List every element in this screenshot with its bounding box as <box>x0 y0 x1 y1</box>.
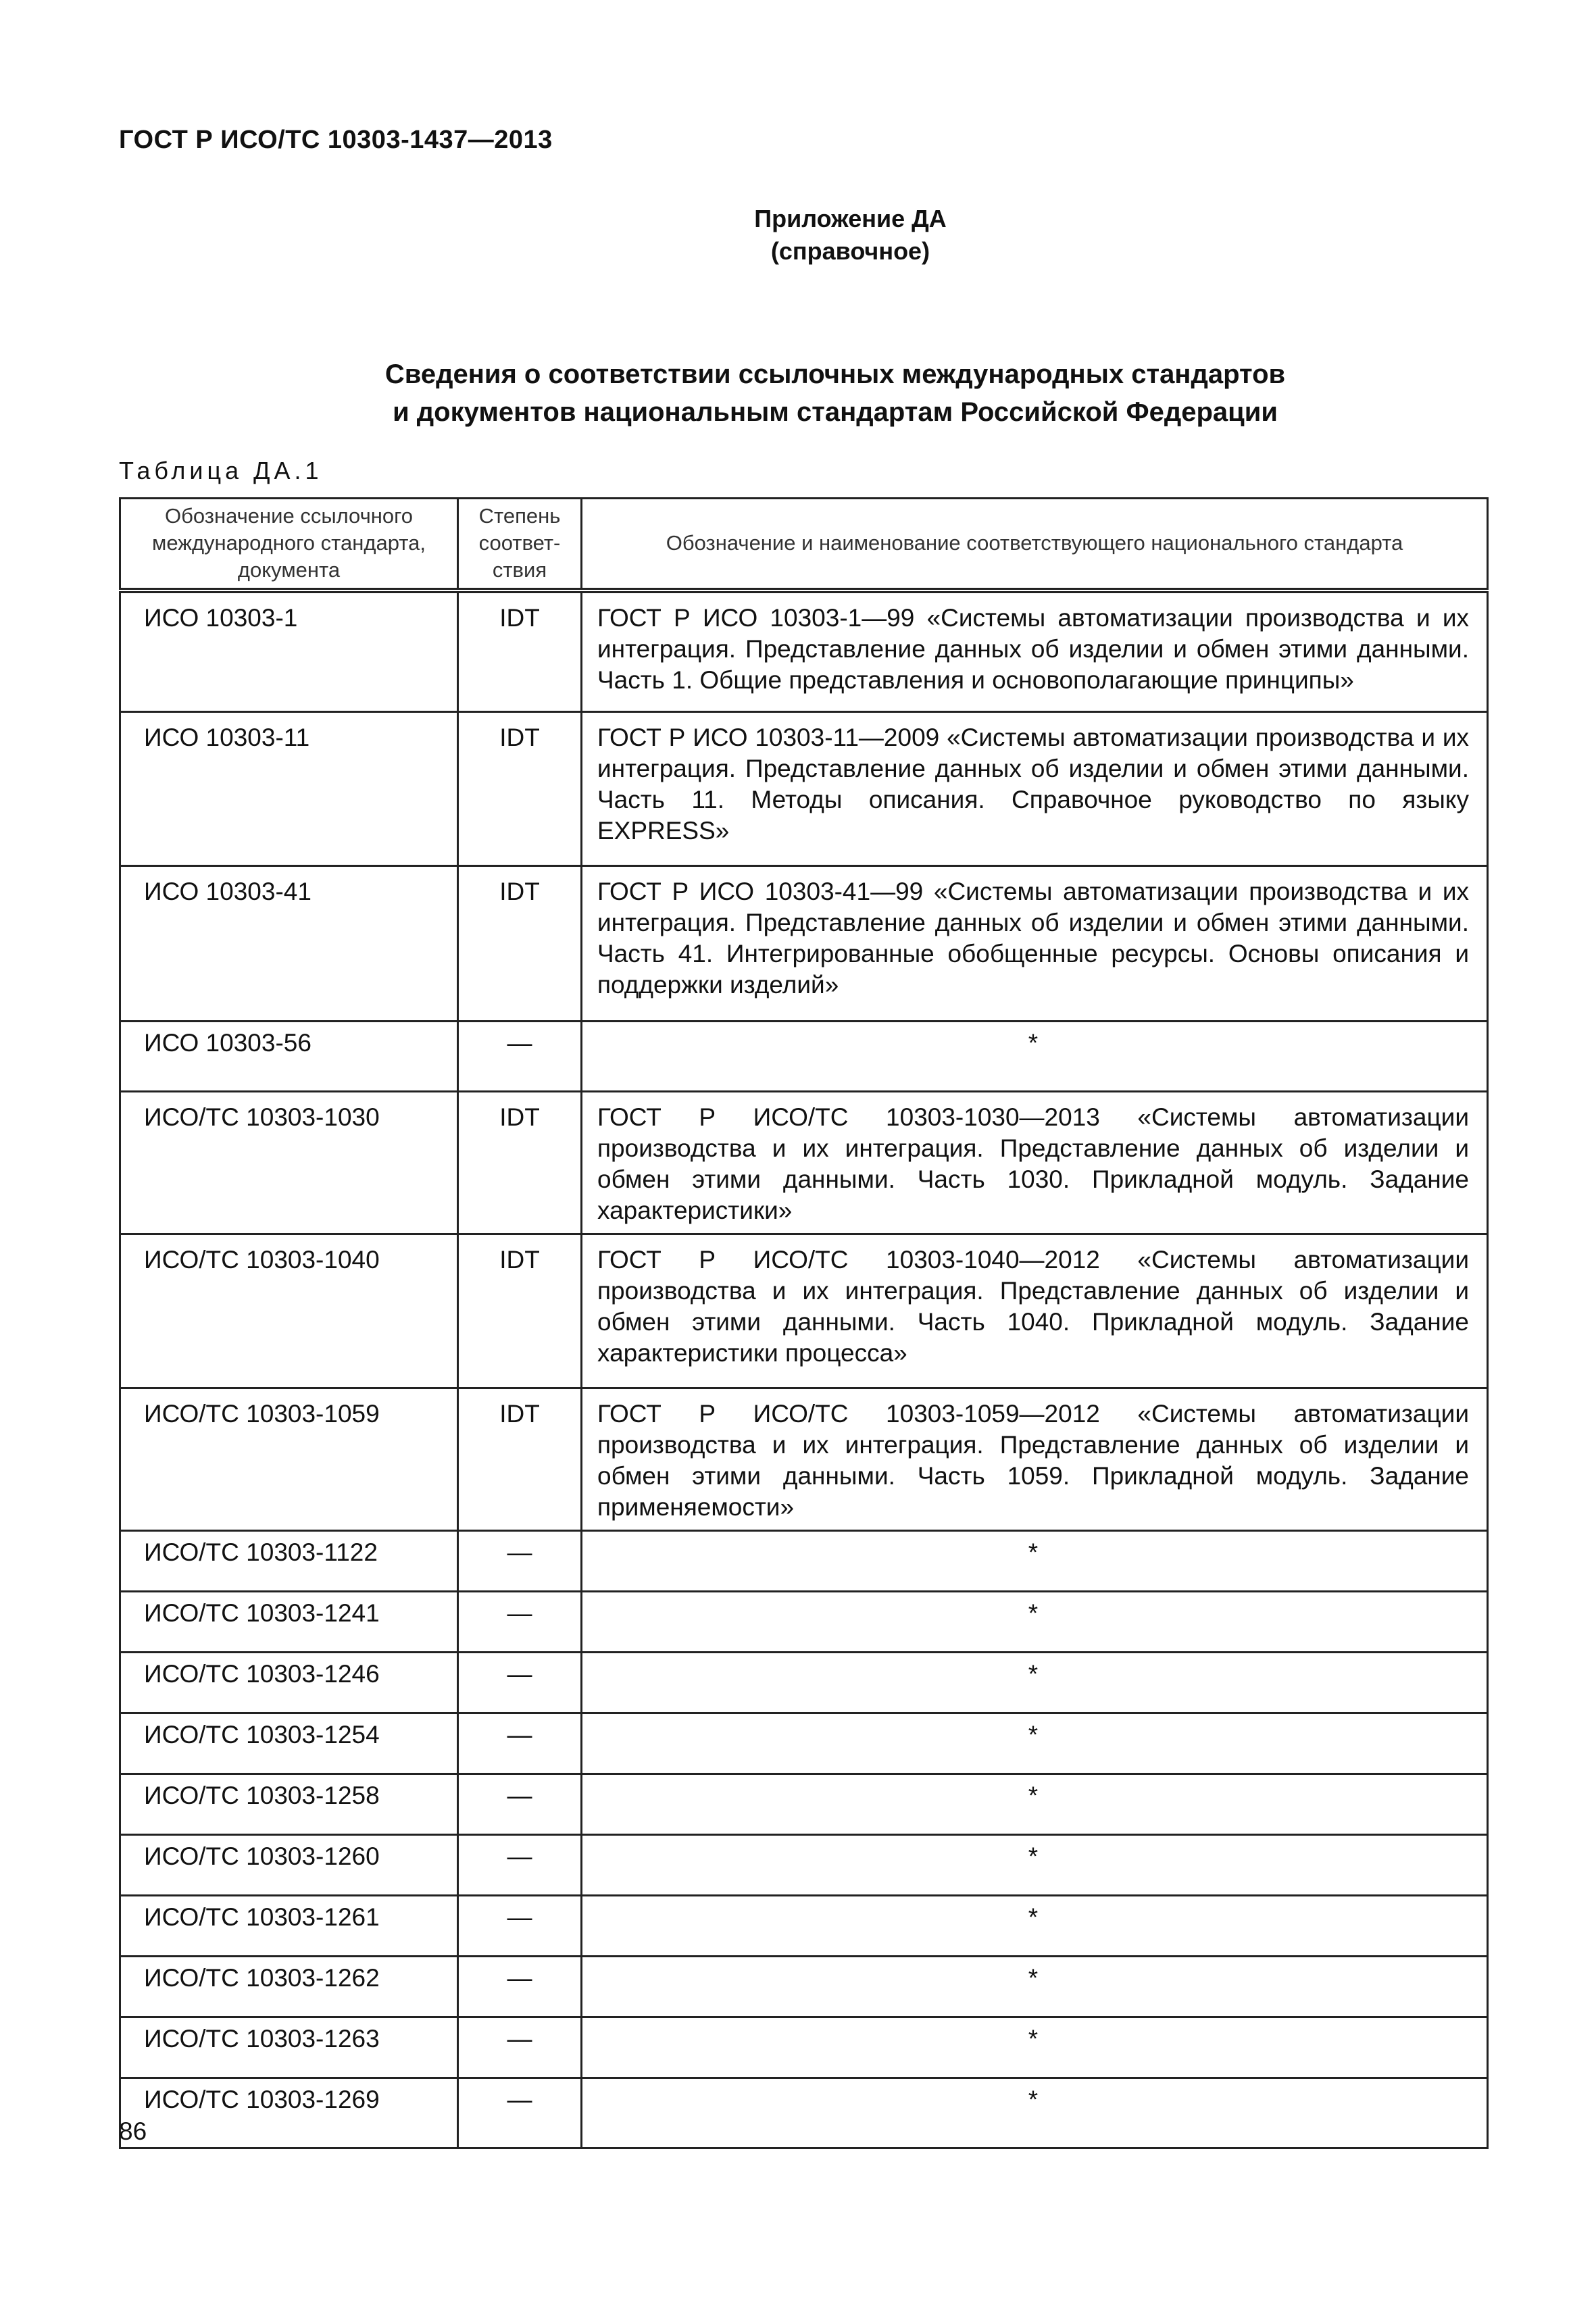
appendix-block <box>0 203 1596 268</box>
cell-national-standard: * <box>582 1531 1488 1592</box>
table-caption: Таблица ДА.1 <box>119 457 323 484</box>
cell-degree: — <box>458 1896 582 1957</box>
cell-degree: IDT <box>458 712 582 866</box>
cell-national-standard: ГОСТ Р ИСО 10303-11—2009 «Системы автоматизации производства и их интеграция. Представление данных об изделии и обмен этими данными. Часть 11. Методы описания. Справочное руководство по языку EXPRESS» <box>582 712 1488 866</box>
table-row <box>120 1092 1488 1234</box>
cell-degree: IDT <box>458 1092 582 1234</box>
cell-international-code: ИСО/ТС 10303-1269 <box>120 2078 458 2148</box>
cell-national-standard: * <box>582 1774 1488 1835</box>
table-row <box>120 1022 1488 1092</box>
cell-degree: — <box>458 1653 582 1713</box>
table-row <box>120 1388 1488 1531</box>
table-row <box>120 1234 1488 1388</box>
table-body <box>120 590 1488 2148</box>
cell-international-code: ИСО/ТС 10303-1030 <box>120 1092 458 1234</box>
table-row <box>120 1957 1488 2017</box>
cell-international-code: ИСО/ТС 10303-1122 <box>120 1531 458 1592</box>
cell-international-code: ИСО/ТС 10303-1246 <box>120 1653 458 1713</box>
correspondence-table <box>119 497 1489 2149</box>
cell-national-standard: * <box>582 1022 1488 1092</box>
cell-degree: — <box>458 1592 582 1653</box>
cell-degree: IDT <box>458 866 582 1022</box>
table-row <box>120 712 1488 866</box>
table-row <box>120 1896 1488 1957</box>
cell-international-code: ИСО 10303-11 <box>120 712 458 866</box>
cell-national-standard: ГОСТ Р ИСО 10303-1—99 «Системы автоматизации производства и их интеграция. Представление данных об изделии и обмен этими данными. Часть 1. Общие представления и основополагающие принципы» <box>582 590 1488 712</box>
cell-international-code: ИСО/ТС 10303-1241 <box>120 1592 458 1653</box>
cell-international-code: ИСО/ТС 10303-1262 <box>120 1957 458 2017</box>
cell-international-code: ИСО 10303-1 <box>120 590 458 712</box>
cell-national-standard: ГОСТ Р ИСО/ТС 10303-1059—2012 «Системы автоматизации производства и их интеграция. Представление данных об изделии и обмен этими данными. Часть 1059. Прикладной модуль. Задание применяемости» <box>582 1388 1488 1531</box>
cell-national-standard: * <box>582 1957 1488 2017</box>
table-row <box>120 1653 1488 1713</box>
cell-national-standard: * <box>582 2078 1488 2148</box>
cell-international-code: ИСО 10303-41 <box>120 866 458 1022</box>
cell-international-code: ИСО/ТС 10303-1254 <box>120 1713 458 1774</box>
appendix-title: Приложение ДА <box>754 205 947 232</box>
cell-degree: IDT <box>458 1234 582 1388</box>
table-row <box>120 590 1488 712</box>
cell-international-code: ИСО/ТС 10303-1258 <box>120 1774 458 1835</box>
table-row <box>120 1592 1488 1653</box>
cell-national-standard: * <box>582 2017 1488 2078</box>
table-row <box>120 1713 1488 1774</box>
table-row <box>120 1531 1488 1592</box>
appendix-subtitle: (справочное) <box>770 237 930 265</box>
document-code: ГОСТ Р ИСО/ТС 10303-1437—2013 <box>119 126 553 154</box>
section-heading-line-1: Сведения о соответствии ссылочных международных стандартов <box>384 359 1286 389</box>
column-header-international: Обозначение ссылочного международного стандарта, документа <box>120 499 458 590</box>
table-row <box>120 1835 1488 1896</box>
section-heading-line-2: и документов национальным стандартам Российской Федерации <box>393 397 1278 427</box>
cell-international-code: ИСО/ТС 10303-1261 <box>120 1896 458 1957</box>
cell-degree: — <box>458 2078 582 2148</box>
cell-international-code: ИСО/ТС 10303-1263 <box>120 2017 458 2078</box>
cell-national-standard: ГОСТ Р ИСО/ТС 10303-1030—2013 «Системы автоматизации производства и их интеграция. Представление данных об изделии и обмен этими данными. Часть 1030. Прикладной модуль. Задание характеристики» <box>582 1092 1488 1234</box>
cell-national-standard: ГОСТ Р ИСО 10303-41—99 «Системы автоматизации производства и их интеграция. Представление данных об изделии и обмен этими данными. Часть 41. Интегрированные обобщенные ресурсы. Основы описания и поддержки изделий» <box>582 866 1488 1022</box>
cell-degree: — <box>458 1531 582 1592</box>
table-row <box>120 2017 1488 2078</box>
table-row <box>120 866 1488 1022</box>
cell-national-standard: ГОСТ Р ИСО/ТС 10303-1040—2012 «Системы автоматизации производства и их интеграция. Представление данных об изделии и обмен этими данными. Часть 1040. Прикладной модуль. Задание характеристики процесса» <box>582 1234 1488 1388</box>
cell-degree: — <box>458 2017 582 2078</box>
cell-national-standard: * <box>582 1653 1488 1713</box>
cell-international-code: ИСО/ТС 10303-1260 <box>120 1835 458 1896</box>
cell-degree: IDT <box>458 1388 582 1531</box>
cell-international-code: ИСО/ТС 10303-1059 <box>120 1388 458 1531</box>
cell-degree: — <box>458 1957 582 2017</box>
cell-degree: IDT <box>458 590 582 712</box>
cell-national-standard: * <box>582 1592 1488 1653</box>
column-header-degree: Степень соответ-ствия <box>458 499 582 590</box>
cell-degree: — <box>458 1774 582 1835</box>
cell-degree: — <box>458 1835 582 1896</box>
cell-international-code: ИСО 10303-56 <box>120 1022 458 1092</box>
page-number: 86 <box>119 2117 147 2145</box>
cell-national-standard: * <box>582 1896 1488 1957</box>
table-row <box>120 1774 1488 1835</box>
section-heading <box>0 355 1596 431</box>
cell-degree: — <box>458 1022 582 1092</box>
table-row <box>120 2078 1488 2148</box>
cell-national-standard: * <box>582 1835 1488 1896</box>
cell-national-standard: * <box>582 1713 1488 1774</box>
cell-international-code: ИСО/ТС 10303-1040 <box>120 1234 458 1388</box>
column-header-national: Обозначение и наименование соответствующего национального стандарта <box>582 499 1488 590</box>
cell-degree: — <box>458 1713 582 1774</box>
table-header-row <box>120 499 1488 590</box>
